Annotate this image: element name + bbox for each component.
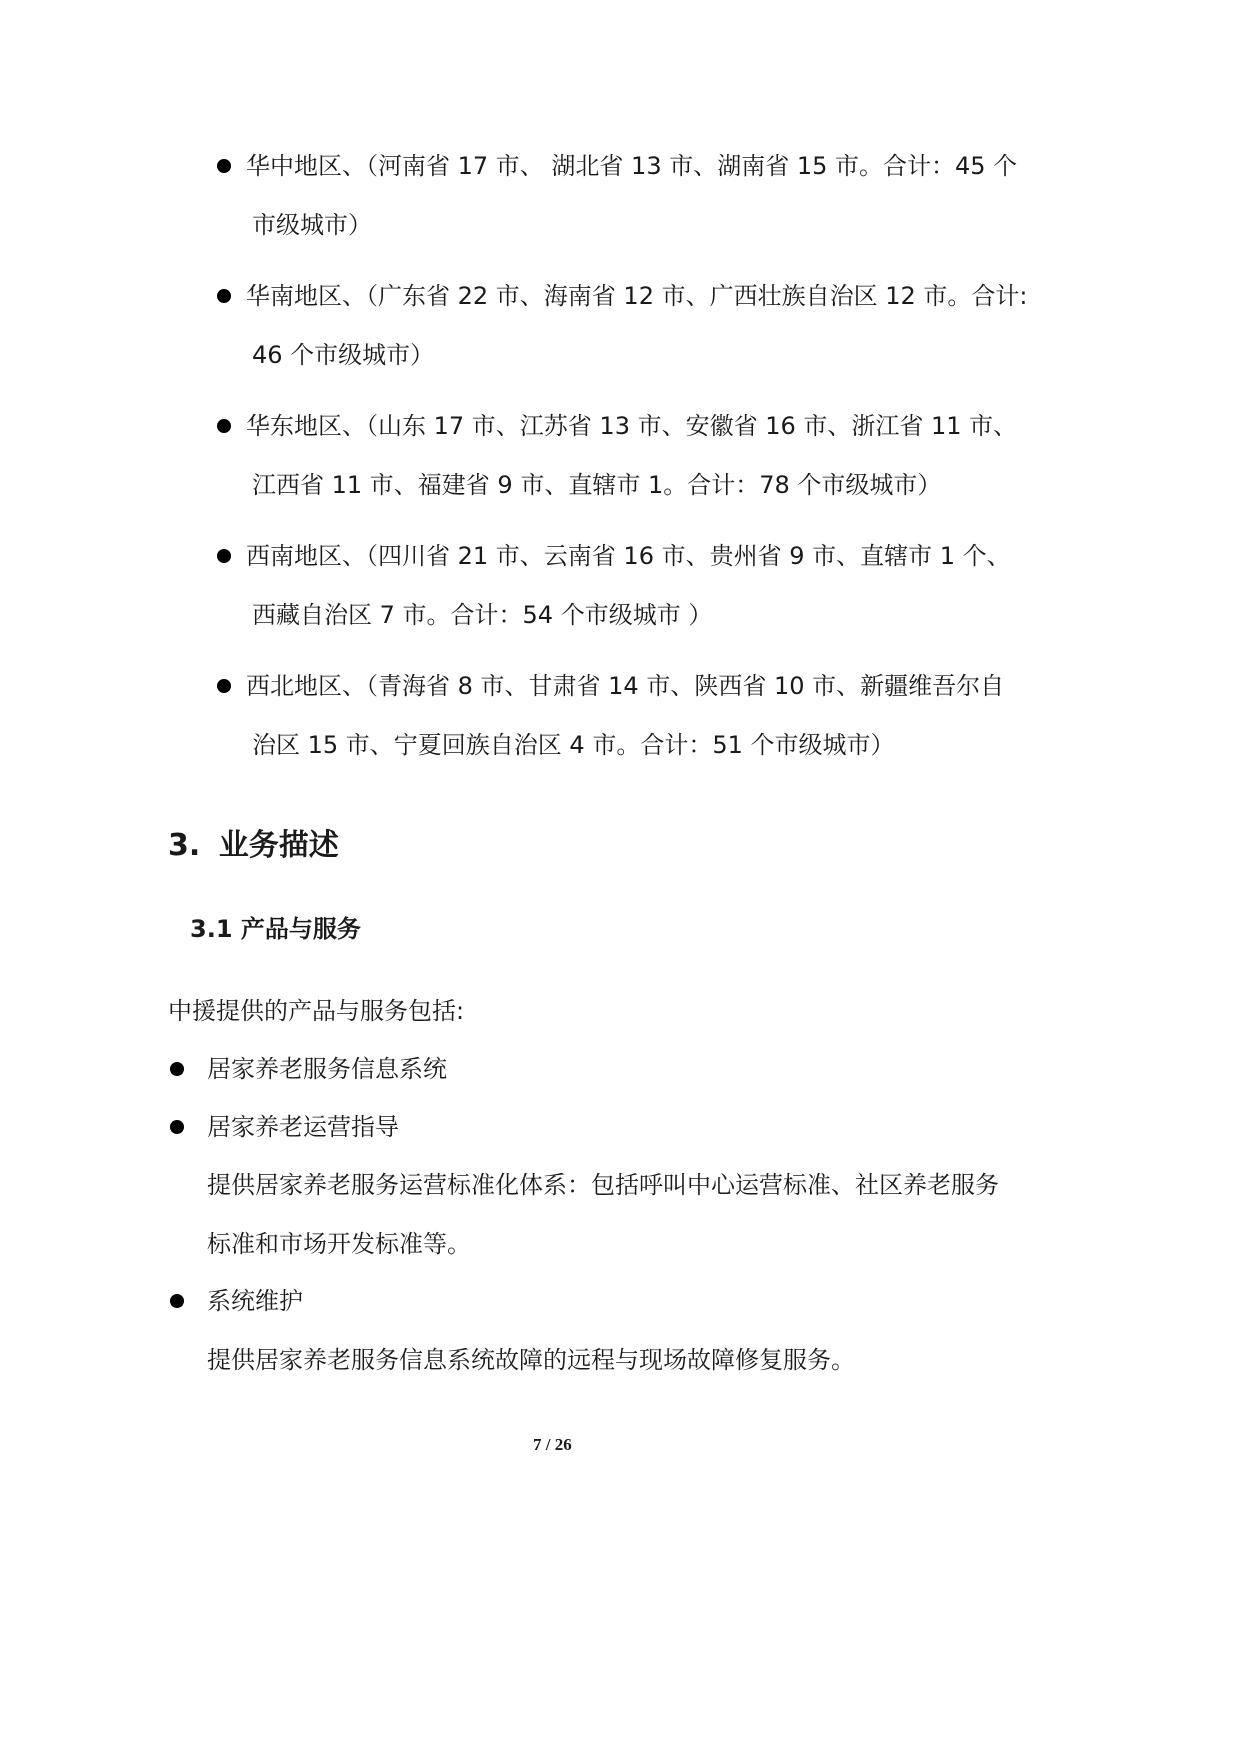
service-title: 居家养老运营指导: [207, 1113, 399, 1141]
bullet-icon: [170, 1294, 184, 1308]
service-description: 提供居家养老服务运营标准化体系：包括呼叫中心运营标准、社区养老服务: [207, 1171, 999, 1199]
region-line-2: 46 个市级城市）: [252, 341, 435, 369]
bullet-icon: [217, 679, 231, 693]
section-title: 业务描述: [218, 828, 339, 863]
region-line-1: 西北地区、（青海省 8 市、甘肃省 14 市、陕西省 10 市、新疆维吾尔自: [246, 672, 1005, 700]
section-number: 3.: [168, 828, 201, 863]
region-line-2: 西藏自治区 7 市。合计：54 个市级城市 ）: [252, 601, 713, 629]
service-title: 系统维护: [207, 1287, 303, 1315]
bullet-icon: [217, 419, 231, 433]
region-line-1: 华中地区、（河南省 17 市、 湖北省 13 市、湖南省 15 市。合计：45 个: [246, 152, 1018, 180]
region-line-1: 华东地区、（山东 17 市、江苏省 13 市、安徽省 16 市、浙江省 11 市、: [246, 412, 1018, 440]
region-line-1: 西南地区、（四川省 21 市、云南省 16 市、贵州省 9 市、直辖市 1 个、: [246, 542, 1011, 570]
region-line-2: 市级城市）: [252, 211, 372, 239]
page-number: 7 / 26: [533, 1435, 572, 1454]
bullet-icon: [217, 549, 231, 563]
region-line-2: 江西省 11 市、福建省 9 市、直辖市 1。合计：78 个市级城市）: [252, 471, 942, 499]
intro-text: 中援提供的产品与服务包括:: [168, 997, 465, 1025]
service-description: 提供居家养老服务信息系统故障的远程与现场故障修复服务。: [207, 1346, 855, 1374]
service-description: 标准和市场开发标准等。: [207, 1230, 471, 1258]
bullet-icon: [217, 289, 231, 303]
region-line-2: 治区 15 市、宁夏回族自治区 4 市。合计：51 个市级城市）: [252, 731, 895, 759]
subsection-heading: 3.1 产品与服务: [190, 915, 361, 943]
bullet-icon: [217, 159, 231, 173]
region-line-1: 华南地区、（广东省 22 市、海南省 12 市、广西壮族自治区 12 市。合计:: [246, 282, 1028, 310]
bullet-icon: [170, 1120, 184, 1134]
section-heading: [168, 826, 339, 866]
bullet-icon: [170, 1062, 184, 1076]
service-title: 居家养老服务信息系统: [207, 1055, 447, 1083]
